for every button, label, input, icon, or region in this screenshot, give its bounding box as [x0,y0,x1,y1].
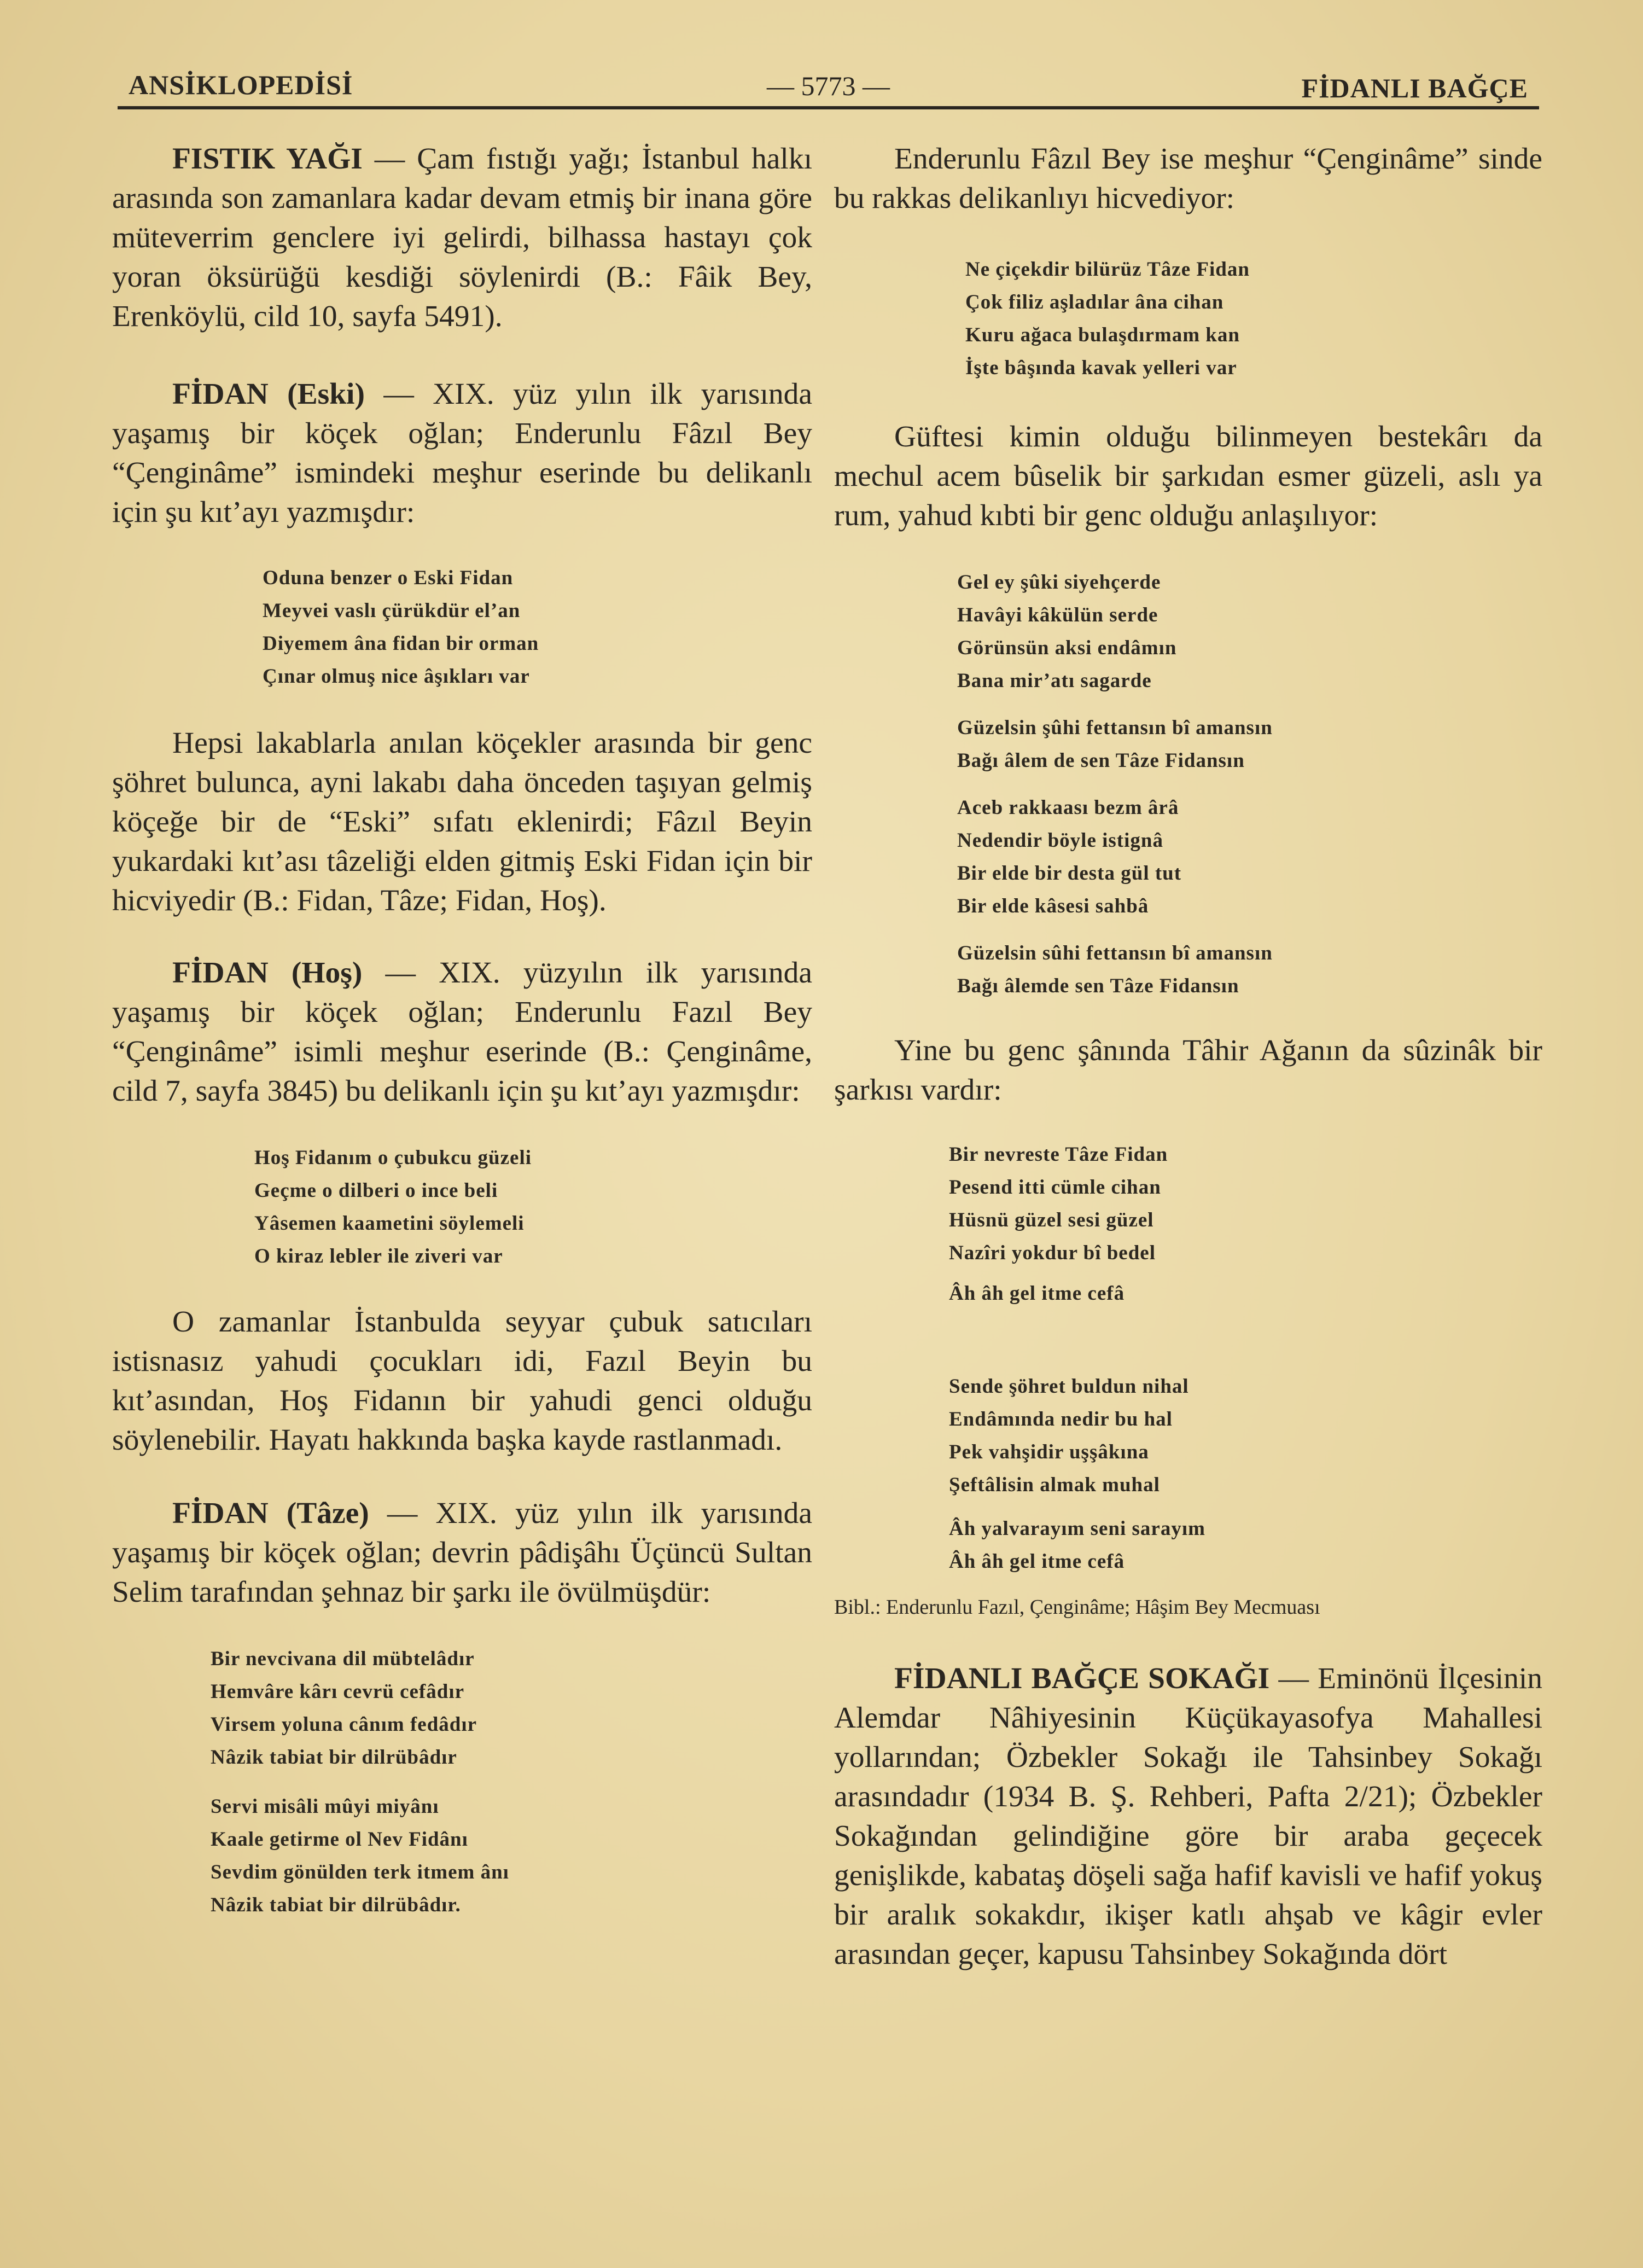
paragraph: Yine bu genc şânında Tâhir Ağanın da sûzinâk bir şarkısı vardır: [834,1034,1542,1107]
verse-line: Bir elde kâsesi sahbâ [957,895,1149,917]
verse-line: Güzelsin şûhi fettansın bî amansın [957,717,1273,739]
header-right: FİDANLI BAĞÇE [1301,73,1528,103]
verse-line: Yâsemen kaametini söylemeli [254,1212,525,1235]
verse-line: Âh yalvarayım seni sarayım [949,1517,1205,1540]
entry-fidan-taze [112,1494,812,1612]
verse-block [949,1513,1542,1578]
verse-line: İşte bâşında kavak yelleri var [965,357,1237,379]
verse-line: Diyemem âna fidan bir orman [263,632,539,655]
entry-text: — XIX. yüz yılın ilk yarısında yaşamış bir köçek oğlan; devrin pâdişâhı Üçüncü Sultan Selim tarafından şehnaz bir şarkı ile övülmüşdür: [112,1497,813,1609]
verse-block [949,1277,1542,1310]
verse-line: Çok filiz aşladılar âna cihan [965,291,1224,313]
entry-text: — XIX. yüzyılın ilk yarısında yaşamış bir köçek oğlan; Enderunlu Fazıl Bey “Çenginâme” isimli meşhur eserinde (B.: Çenginâme, cild 7, sayfa 3845) bu delikanlı için şu kıt’ayı yazmışdır: [112,956,813,1108]
verse-block [957,792,1542,923]
verse-line: Endâmında nedir bu hal [949,1408,1173,1430]
verse-line: Oduna benzer o Eski Fidan [263,567,514,589]
bibliography: Bibl.: Enderunlu Fazıl, Çenginâme; Hâşim Bey Mecmuası [834,1596,1320,1619]
entry-heading: FİDANLI BAĞÇE SOKAĞI [894,1662,1270,1695]
header-left: ANSİKLOPEDİSİ [129,69,353,100]
verse-line: Hemvâre kârı cevrü cefâdır [211,1680,465,1703]
verse-line: Nâzik tabiat bir dilrübâdır [211,1746,457,1769]
verse-line: Sende şöhret buldun nihal [949,1375,1189,1398]
verse-line: Sevdim gönülden terk itmem ânı [211,1861,509,1883]
page-header [118,65,1539,108]
verse-line: Pesend itti cümle cihan [949,1176,1161,1199]
right-column [834,139,1542,1974]
verse-line: Servi misâli mûyi miyânı [211,1795,439,1818]
entry-text: — XIX. yüz yılın ilk yarısında yaşamış bir köçek oğlan; Enderunlu Fâzıl Bey “Çenginâme” ismindeki meşhur eserinde bu delikanlı için şu kıt’ayı yazmışdır: [112,377,813,529]
paragraph: O zamanlar İstanbulda seyyar çubuk satıcıları istisnasız yahudi çocukları idi, Fazıl Beyin bu kıt’asından, Hoş Fidanın bir yahudi genci olduğu söylenebilir. Hayatı hakkında başka kayde rastlanmadı. [112,1305,812,1457]
verse-line: Hüsnü güzel sesi güzel [949,1209,1154,1231]
entry-heading: FİDAN (Tâze) [172,1497,369,1530]
verse-line: Hoş Fidanım o çubukcu güzeli [254,1147,532,1169]
verse-line: Bana mir’atı sagarde [957,670,1152,692]
header-rule [118,106,1539,109]
verse-block [211,1643,812,1774]
left-column [112,139,812,1922]
verse-line: Havâyi kâkülün serde [957,604,1158,626]
entry-fidan-eski [112,375,812,532]
verse-line: Virsem yoluna cânım fedâdır [211,1713,477,1736]
verse-line: Çınar olmuş nice âşıkları var [263,665,530,688]
entry-fidanli-bagce-sokagi [834,1659,1542,1974]
verse-line: Geçme o dilberi o ince beli [254,1179,498,1202]
verse-block [957,712,1542,777]
verse-line: Bir nevreste Tâze Fidan [949,1143,1168,1166]
verse-line: O kiraz lebler ile ziveri var [254,1245,503,1267]
verse-line: Güzelsin sûhi fettansın bî amansın [957,942,1273,964]
verse-line: Aceb rakkaası bezm ârâ [957,796,1179,819]
verse-block [263,562,812,693]
verse-line: Görünsün aksi endâmın [957,637,1177,659]
entry-heading: FISTIK YAĞI [172,142,363,176]
verse-line: Şeftâlisin almak muhal [949,1474,1160,1496]
paragraph: Güftesi kimin olduğu bilinmeyen bestekârı da mechul acem bûselik bir şarkıdan esmer güzeli, aslı ya rum, yahud kıbti bir genc olduğu anlaşılıyor: [834,420,1542,532]
entry-text: — Eminönü İlçesinin Alemdar Nâhiyesinin Küçükayasofya Mahallesi yollarından; Özbekler Sokağı ile Tahsinbey Sokağı arasındadır (1934 B. Ş. Rehberi, Pafta 2/21); Özbekler Sokağından gelindiğine göre bir araba geçecek genişlikde, kabataş döşeli sağa hafif kavisli ve hafif yokuş bir aralık sokakdır, ikişer katlı ahşab ve kâgir evler arasından geçer, kapusu Tahsinbey Sokağında dört [834,1662,1542,1971]
verse-line: Nedendir böyle istignâ [957,829,1163,852]
entry-text: — Çam fıstığı yağı; İstanbul halkı arasında son zamanlara kadar devam etmiş bir inana göre müteverrim genclere iyi gelirdi, bilhassa hastayı çok yoran öksürüğü kesdiği söylenirdi (B.: Fâik Bey, Erenköylü, cild 10, sayfa 5491). [112,142,812,333]
verse-block [949,1138,1542,1270]
entry-fistik-yagi [112,139,812,336]
verse-block [957,566,1542,697]
verse-line: Âh âh gel itme cefâ [949,1550,1125,1573]
verse-block [211,1790,812,1922]
verse-line: Gel ey şûki siyehçerde [957,571,1161,594]
entry-heading: FİDAN (Eski) [172,377,365,411]
verse-line: Bağı âlem de sen Tâze Fidansın [957,749,1245,772]
verse-block [949,1370,1542,1502]
verse-line: Bağı âlemde sen Tâze Fidansın [957,975,1239,997]
page-number: — 5773 — [767,71,890,101]
paragraph: Hepsi lakablarla anılan köçekler arasında bir genc şöhret bulunca, ayni lakabı daha önceden taşıyan gelmiş köçeğe bir de “Eski” sıfatı eklenirdi; Fâzıl Beyin yukardaki kıt’ası tâzeliği elden gitmiş Eski Fidan için bir hicviyedir (B.: Fidan, Tâze; Fidan, Hoş). [112,726,812,917]
verse-line: Pek vahşidir uşşâkına [949,1441,1149,1463]
verse-line: Bir elde bir desta gül tut [957,862,1182,885]
verse-block [254,1142,812,1273]
entry-heading: FİDAN (Hoş) [172,956,363,990]
verse-line: Bir nevcivana dil mübtelâdır [211,1648,475,1670]
verse-block [957,937,1542,1003]
verse-line: Kuru ağaca bulaşdırmam kan [965,324,1240,346]
verse-line: Meyvei vaslı çürükdür el’an [263,600,521,622]
verse-block [965,253,1542,385]
entry-fidan-hos [112,953,812,1111]
verse-line: Nâzik tabiat bir dilrübâdır. [211,1894,461,1916]
verse-line: Âh âh gel itme cefâ [949,1282,1125,1305]
verse-line: Kaale getirme ol Nev Fidânı [211,1828,468,1851]
verse-line: Ne çiçekdir bilürüz Tâze Fidan [965,258,1250,281]
verse-line: Nazîri yokdur bî bedel [949,1242,1156,1264]
paragraph: Enderunlu Fâzıl Bey ise meşhur “Çenginâme” sinde bu rakkas delikanlıyı hicvediyor: [834,142,1542,215]
